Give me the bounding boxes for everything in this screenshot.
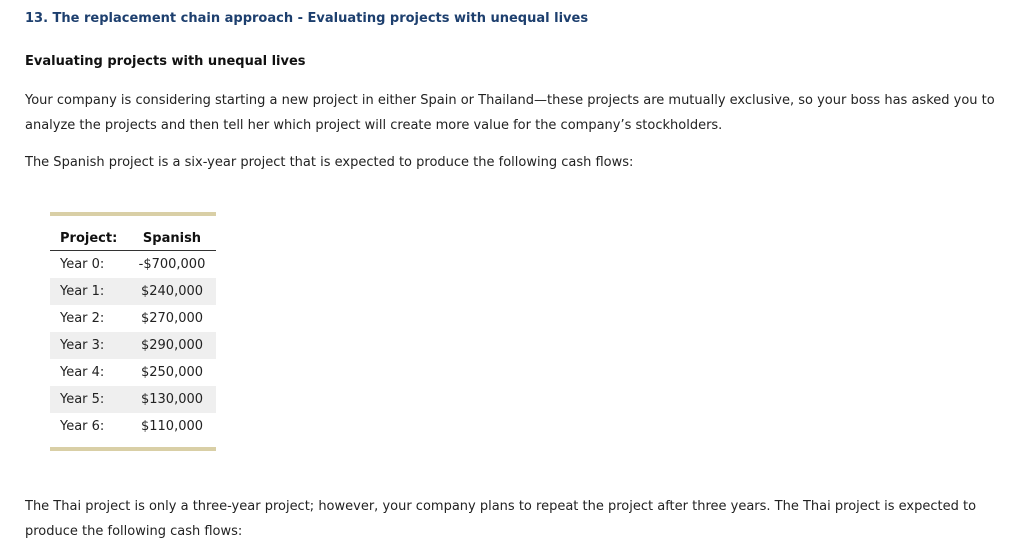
table-row: [50, 305, 216, 332]
project-header-label: Project:: [50, 226, 128, 251]
intro-paragraph: Your company is considering starting a new project in either Spain or Thailand—these projects are mutually exclusive, so your boss has asked you to analyze the projects and then tell her which project will create more value for the company’s stockholders.: [25, 93, 995, 133]
year-label: Year 6:: [60, 419, 105, 434]
table-row: [50, 413, 216, 440]
cash-flow-value: $290,000: [128, 332, 216, 359]
spanish-project-paragraph: The Spanish project is a six-year project that is expected to produce the following cash flows:: [25, 155, 634, 170]
table-row: [50, 359, 216, 386]
cash-flow-value: $130,000: [128, 386, 216, 413]
year-label: Year 4:: [60, 365, 105, 380]
table-header-row: [50, 226, 216, 251]
thai-project-paragraph: The Thai project is only a three-year project; however, your company plans to repeat the project after three years. The Thai project is expected to produce the following cash flows:: [25, 499, 977, 539]
spanish-cash-flow-table: [50, 212, 216, 451]
cash-flow-value: $270,000: [140, 311, 204, 326]
table-row: [50, 251, 216, 279]
year-label: Year 2:: [60, 311, 105, 326]
cash-flow-value: -$700,000: [138, 257, 206, 272]
table-row: [50, 278, 216, 305]
year-label: Year 3:: [50, 332, 128, 359]
year-label: Year 1:: [50, 278, 128, 305]
year-label: Year 5:: [50, 386, 128, 413]
project-header-value: Spanish: [128, 226, 216, 251]
cash-flow-value: $250,000: [140, 365, 204, 380]
section-heading: Evaluating projects with unequal lives: [25, 54, 306, 69]
cash-flow-value: $110,000: [140, 419, 204, 434]
cash-flow-table: [50, 226, 216, 440]
table-row: [50, 332, 216, 359]
table-top-bar: [50, 212, 216, 216]
table-row: [50, 386, 216, 413]
table-bottom-bar: [50, 447, 216, 451]
cash-flow-value: $240,000: [128, 278, 216, 305]
question-title: 13. The replacement chain approach - Evaluating projects with unequal lives: [25, 11, 589, 26]
year-label: Year 0:: [60, 257, 105, 272]
